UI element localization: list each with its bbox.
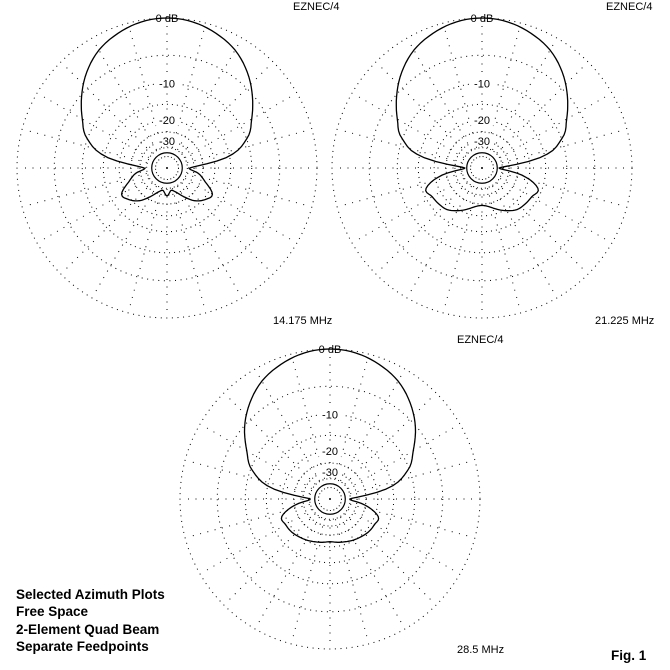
- plot3-frequency-label: 28.5 MHz: [457, 644, 505, 656]
- plot1-app-title: EZNEC/4: [293, 1, 340, 13]
- grid-spoke-dotted: [493, 40, 557, 150]
- grid-spoke-dotted: [341, 517, 405, 627]
- grid-spoke-dotted: [178, 40, 242, 150]
- figure-number: Fig. 1: [611, 648, 647, 663]
- ring-label: -10: [474, 78, 490, 91]
- ring-label: -30: [474, 135, 490, 148]
- plot2-frequency-label: 21.225 MHz: [595, 315, 655, 327]
- ring-label: 0 dB: [155, 13, 179, 25]
- grid-spoke-dotted: [93, 40, 157, 150]
- plot2-app-title: EZNEC/4: [606, 1, 653, 13]
- grid-center-dot: [329, 498, 331, 500]
- grid-spoke-dotted: [93, 186, 157, 296]
- azimuth-plot: [180, 344, 480, 650]
- grid-spoke-dotted: [377, 63, 467, 153]
- grid-spoke-dotted: [185, 179, 295, 243]
- ring-label: 0 dB: [318, 344, 342, 356]
- ring-label: -20: [159, 115, 175, 128]
- grid-spoke-dotted: [408, 186, 472, 296]
- caption-line-2: Free Space: [16, 604, 89, 620]
- ring-label: -30: [159, 135, 175, 148]
- ring-label: -30: [322, 466, 338, 479]
- ring-label: -20: [322, 446, 338, 459]
- grid-spoke-dotted: [408, 40, 472, 150]
- caption-line-1: Selected Azimuth Plots: [16, 587, 165, 602]
- azimuth-plot: [17, 13, 317, 319]
- ring-label: -10: [159, 78, 175, 91]
- caption-line-4: Separate Feedpoints: [16, 638, 149, 654]
- grid-spoke-dotted: [377, 183, 467, 273]
- grid-spoke-dotted: [256, 371, 320, 481]
- grid-spoke-dotted: [39, 179, 149, 243]
- grid-spoke-dotted: [256, 517, 320, 627]
- grid-spoke-dotted: [345, 514, 435, 604]
- ring-label: -10: [322, 409, 338, 422]
- grid-spoke-dotted: [497, 183, 587, 273]
- grid-center-dot: [481, 167, 483, 169]
- grid-spoke-dotted: [341, 371, 405, 481]
- azimuth-plot: [332, 13, 632, 319]
- grid-spoke-dotted: [202, 510, 312, 574]
- grid-spoke-dotted: [178, 186, 242, 296]
- grid-spoke-dotted: [348, 425, 458, 489]
- grid-spoke-dotted: [62, 183, 152, 273]
- caption-block: [16, 586, 165, 655]
- grid-spoke-dotted: [493, 186, 557, 296]
- grid-spoke-dotted: [225, 514, 315, 604]
- ring-label: -20: [474, 115, 490, 128]
- plot1-frequency-label: 14.175 MHz: [273, 315, 333, 327]
- ring-label: 0 dB: [470, 13, 494, 25]
- grid-spoke-dotted: [225, 394, 315, 484]
- grid-spoke-dotted: [182, 183, 272, 273]
- grid-spoke-dotted: [348, 510, 458, 574]
- plot3-app-title: EZNEC/4: [457, 334, 504, 346]
- grid-spoke-dotted: [62, 63, 152, 153]
- grid-center-dot: [166, 167, 168, 169]
- caption-line-3: 2-Element Quad Beam: [16, 621, 160, 637]
